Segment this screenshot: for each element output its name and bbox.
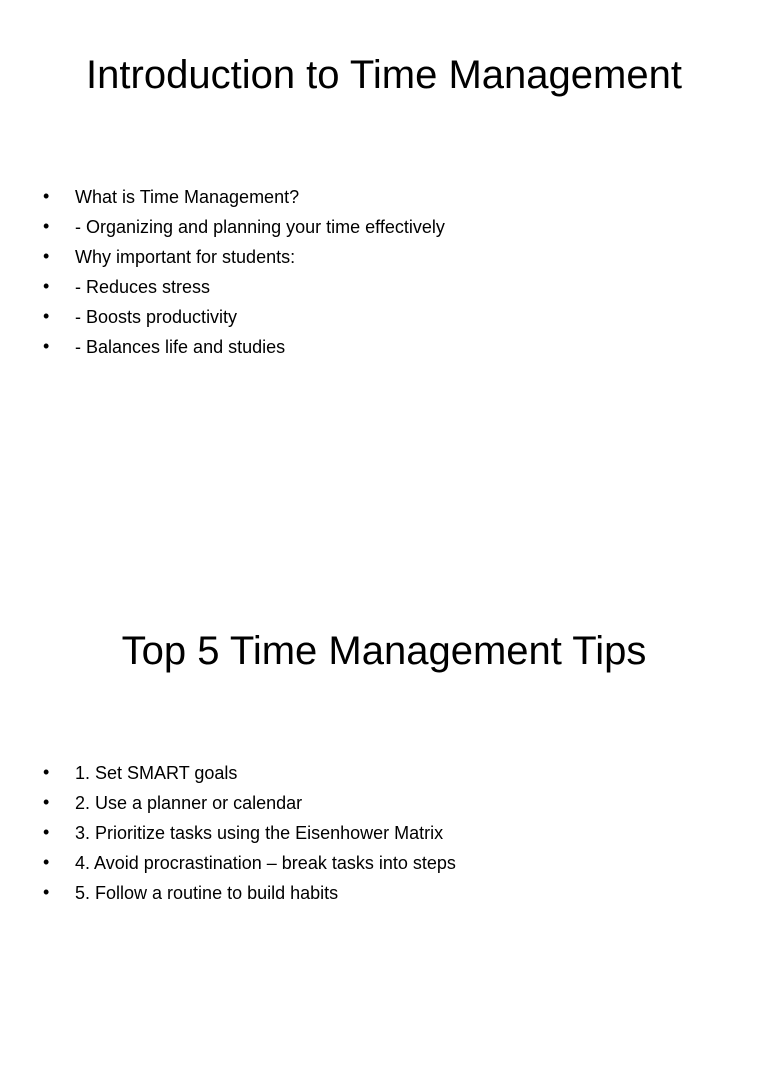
- bullet-item: [0, 332, 720, 362]
- bullet-text: 2. Use a planner or calendar: [75, 793, 303, 813]
- bullet-text: 1. Set SMART goals: [75, 763, 238, 783]
- bullet-dot-icon: •: [43, 882, 50, 902]
- bullet-text: - Reduces stress: [75, 277, 211, 297]
- bullet-dot-icon: •: [43, 792, 50, 812]
- bullet-text: What is Time Management?: [75, 187, 300, 207]
- bullet-text: 5. Follow a routine to build habits: [75, 883, 339, 903]
- bullet-dot-icon: •: [43, 246, 50, 266]
- bullet-text: - Boosts productivity: [75, 307, 238, 327]
- bullet-item: [0, 818, 720, 848]
- bullet-item: [0, 212, 720, 242]
- bullet-text: - Balances life and studies: [75, 337, 286, 357]
- bullet-list: [0, 182, 720, 362]
- bullet-item: [0, 272, 720, 302]
- bullet-item: [0, 302, 720, 332]
- bullet-dot-icon: •: [43, 762, 50, 782]
- bullet-dot-icon: •: [43, 336, 50, 356]
- bullet-text: Why important for students:: [75, 247, 296, 267]
- slide-title: Introduction to Time Management: [86, 53, 682, 97]
- bullet-item: [0, 878, 720, 908]
- bullet-text: - Organizing and planning your time effectively: [75, 217, 445, 237]
- slide-introduction: [0, 0, 768, 512]
- bullet-text: 3. Prioritize tasks using the Eisenhower Matrix: [75, 823, 444, 843]
- bullet-dot-icon: •: [43, 186, 50, 206]
- bullet-dot-icon: •: [43, 216, 50, 236]
- slide-title: Top 5 Time Management Tips: [121, 629, 647, 673]
- bullet-dot-icon: •: [43, 822, 50, 842]
- bullet-item: [0, 758, 720, 788]
- slide-tips: [0, 576, 768, 1088]
- bullet-dot-icon: •: [43, 276, 50, 296]
- bullet-text: 4. Avoid procrastination – break tasks into steps: [75, 853, 456, 873]
- bullet-item: [0, 182, 720, 212]
- bullet-item: [0, 848, 720, 878]
- bullet-list: [0, 758, 720, 908]
- bullet-dot-icon: •: [43, 306, 50, 326]
- bullet-item: [0, 788, 720, 818]
- bullet-dot-icon: •: [43, 852, 50, 872]
- bullet-item: [0, 242, 720, 272]
